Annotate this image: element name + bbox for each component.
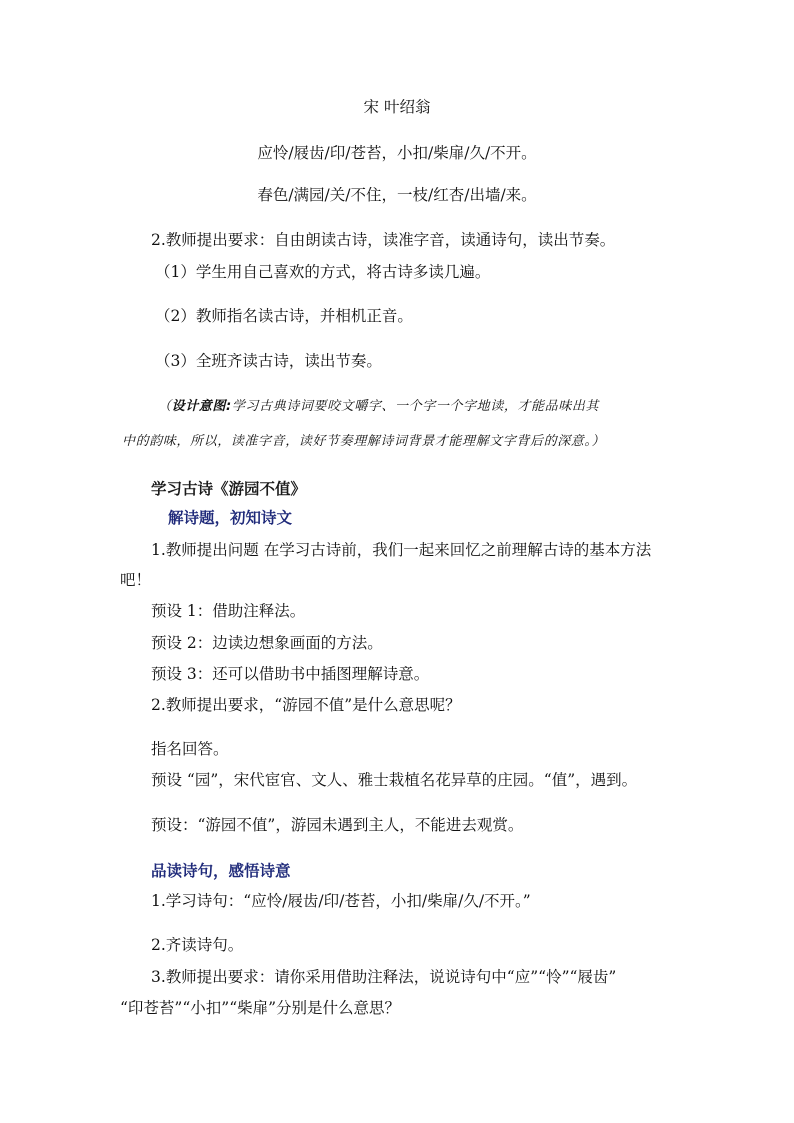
part2-step-2: 2.齐读诗句。 [151,936,244,954]
part1-preset-2: 预设 2：边读边想象画面的方法。 [151,634,383,652]
part1-answer: 指名回答。 [151,740,229,758]
part1-question-1-line-2: 吧！ [120,571,152,589]
design-intent-line-1 [158,396,599,418]
poem-line-2: 春色/满园/关/不住，一枝/红杏/出墙/来。 [257,186,537,204]
design-intent-open: （ [158,399,172,414]
part2-step-3-line-1: 3.教师提出要求：请你采用借助注释法，说说诗句中“应”“怜”“屐齿” [151,968,617,986]
section-title: 学习古诗《游园不值》 [151,479,307,498]
poem-author: 宋 叶绍翁 [363,98,431,116]
part1-preset-5: 预设：“游园不值”，游园未遇到主人，不能进去观赏。 [151,816,524,834]
part1-question-2: 2.教师提出要求，“游园不值”是什么意思呢？ [151,696,461,714]
part2-title: 品读诗句，感悟诗意 [151,861,291,880]
part1-preset-4: 预设 “园”，宋代宦官、文人、雅士栽植名花异草的庄园。“值”，遇到。 [151,771,638,789]
reading-step-2: （2）教师指名读古诗，并相机正音。 [155,307,413,325]
part1-preset-1: 预设 1：借助注释法。 [151,602,306,620]
reading-step-1: （1）学生用自己喜欢的方式，将古诗多读几遍。 [155,263,491,281]
design-intent-text-1: 学习古典诗词要咬文嚼字、一个字一个字地读，才能品味出其 [231,399,600,414]
part1-question-1-line-1: 1.教师提出问题 在学习古诗前，我们一起来回忆之前理解古诗的基本方法 [151,541,652,559]
reading-step-3: （3）全班齐读古诗，读出节奏。 [155,352,382,370]
part1-preset-3: 预设 3：还可以借助书中插图理解诗意。 [151,665,430,683]
part1-title: 解诗题，初知诗文 [168,508,293,527]
reading-requirement: 2.教师提出要求：自由朗读古诗，读准字音，读通诗句，读出节奏。 [151,231,616,249]
part2-step-1: 1.学习诗句：“应怜/屐齿/印/苍苔，小扣/柴扉/久/不开。” [151,892,531,910]
part2-step-3-line-2: “印苍苔”“小扣”“柴扉”分别是什么意思？ [120,999,401,1017]
design-intent-label: 设计意图: [171,399,232,414]
design-intent-line-2: 中的韵味，所以，读准字音，读好节奏理解诗词背景才能理解文字背后的深意。） [122,434,606,449]
poem-line-1: 应怜/屐齿/印/苍苔，小扣/柴扉/久/不开。 [257,144,537,162]
